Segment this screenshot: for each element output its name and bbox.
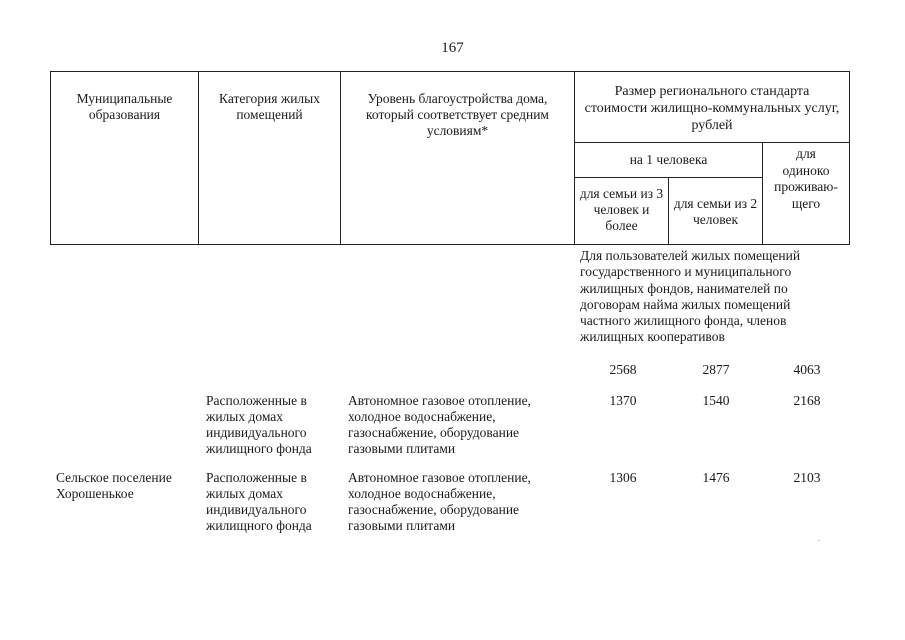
header-standard-size: Размер регионального стандарта стоимости жилищно-коммунальных услуг, рублей xyxy=(584,84,840,133)
row-2-municipality: Сельское поселение Хорошенькое xyxy=(56,470,172,501)
row-1-value-family-3: 1370 xyxy=(609,393,637,408)
header-family-2: для семьи из 2 человек xyxy=(673,196,758,227)
page-number: 167 xyxy=(441,40,464,56)
row-0-value-single: 4063 xyxy=(793,362,821,377)
header-amenity-level: Уровень благоустройства дома, который соответствует средним условиям* xyxy=(366,91,549,138)
row-2-value-single: 2103 xyxy=(793,470,821,485)
row-2-value-family-3: 1306 xyxy=(609,470,637,485)
scan-speck xyxy=(818,540,820,541)
row-0-value-family-3: 2568 xyxy=(609,362,637,377)
row-2-category: Расположенные в жилых домах индивидуального жилищного фонда xyxy=(206,470,312,533)
row-1-value-single: 2168 xyxy=(793,393,821,408)
header-per-person: на 1 человека xyxy=(629,152,708,167)
header-municipalities: Муниципальные образования xyxy=(76,91,173,122)
row-2-amenity: Автономное газовое отопление, холодное водоснабжение, газоснабжение, оборудование газовыми плитами xyxy=(348,470,531,533)
row-2-value-family-2: 1476 xyxy=(702,470,730,485)
row-1-category: Расположенные в жилых домах индивидуального жилищного фонда xyxy=(206,393,312,456)
row-1-amenity: Автономное газовое отопление, холодное водоснабжение, газоснабжение, оборудование газовыми плитами xyxy=(348,393,531,456)
header-category: Категория жилых помещений xyxy=(219,91,320,122)
header-single: для одиноко проживаю-щего xyxy=(774,146,838,211)
row-1-value-family-2: 1540 xyxy=(702,393,730,408)
row-0-value-family-2: 2877 xyxy=(702,362,730,377)
intro-note: Для пользователей жилых помещений государственного и муниципального жилищных фондов, нанимателей по договорам найма жилых помещений частного жилищного фонда, членов жилищных кооперативов xyxy=(580,248,801,345)
header-family-3-plus: для семьи из 3 человек и более xyxy=(579,186,664,233)
